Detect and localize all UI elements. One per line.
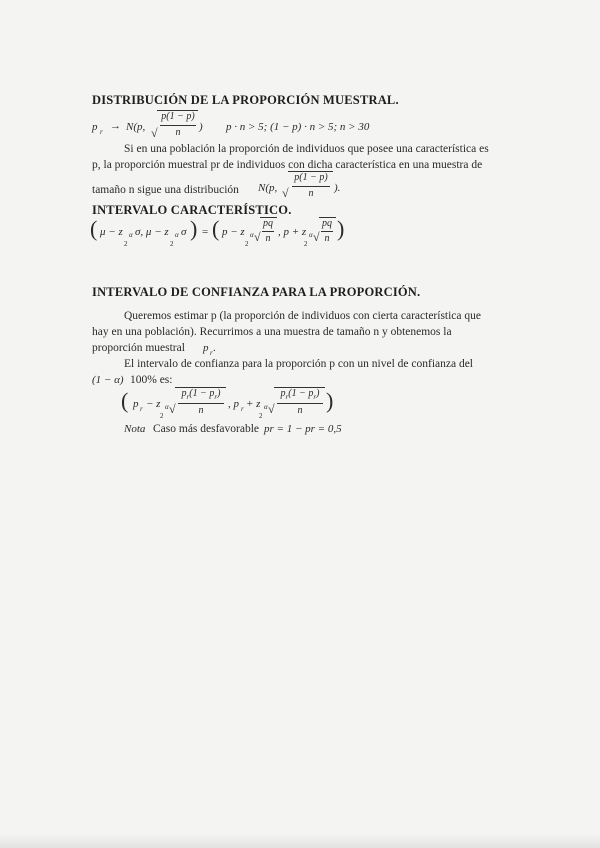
paragraph-line: p, la proporción muestral pr de individuos con dicha característica en una muestra de <box>92 159 483 171</box>
formula-conditions: p · n > 5; (1 − p) · n > 5; n > 30 <box>226 121 370 133</box>
note-label: Nota <box>124 423 146 435</box>
paragraph-line: Queremos estimar p (la proporción de individuos con cierta característica que <box>124 310 481 322</box>
paragraph-line: tamaño n sigue una distribución <box>92 184 239 196</box>
heading-intervalo-caracteristico: INTERVALO CARACTERÍSTICO. <box>92 203 292 217</box>
document-page: DISTRIBUCIÓN DE LA PROPORCIÓN MUESTRAL. p r → N(p, √ p(1 − p) n ) p · n > 5; (1 − p) · n > 5; n > 30 Si en una población la proporción de individuos que posee una característica es p, la proporción muestral pr de individuos con dicha característica en una muestra de tamaño n sigue una distribución N(p, √ p(1 − p) n ). INTERVALO CARACTERÍSTICO. ( μ − z α 2 σ, μ − z α 2 σ ) = ( p − z α 2 √ pq n , p + z α 2 √ pq n ) INTERVALO DE CONFIANZA PARA LA PROPORCIÓN. Queremos estimar p (la proporción de individuos con cierta característica que hay en una población). Recurrimos a una muestra de tamaño n y obtenemos la proporción muestral p r . El intervalo de confianza para la proporción p con un nivel de confianza del (1 − α) 100% es: ( p r − z α 2 √ $p_r(1 - p_r)$ n , p r + z α 2 √ $p_r(1 - p_r)$ n ) Nota Caso más desfavorable pr = 1 − pr = 0,5 <box>0 0 600 848</box>
paragraph-line: El intervalo de confianza para la proporción p con un nivel de confianza del <box>124 358 474 370</box>
scan-edge <box>0 834 600 848</box>
paragraph-line: 100% es: <box>130 374 173 386</box>
heading-intervalo-confianza: INTERVALO DE CONFIANZA PARA LA PROPORCIÓN. <box>92 285 421 299</box>
note-formula: pr = 1 − pr = 0,5 <box>264 423 342 435</box>
paragraph-line: proporción muestral <box>92 342 185 354</box>
note-text: Caso más desfavorable <box>153 423 260 435</box>
paragraph-line: Si en una población la proporción de individuos que posee una característica es <box>124 143 489 155</box>
paragraph-line: hay en una población). Recurrimos a una muestra de tamaño n y obtenemos la <box>92 326 452 338</box>
heading-distribucion: DISTRIBUCIÓN DE LA PROPORCIÓN MUESTRAL. <box>92 93 399 107</box>
